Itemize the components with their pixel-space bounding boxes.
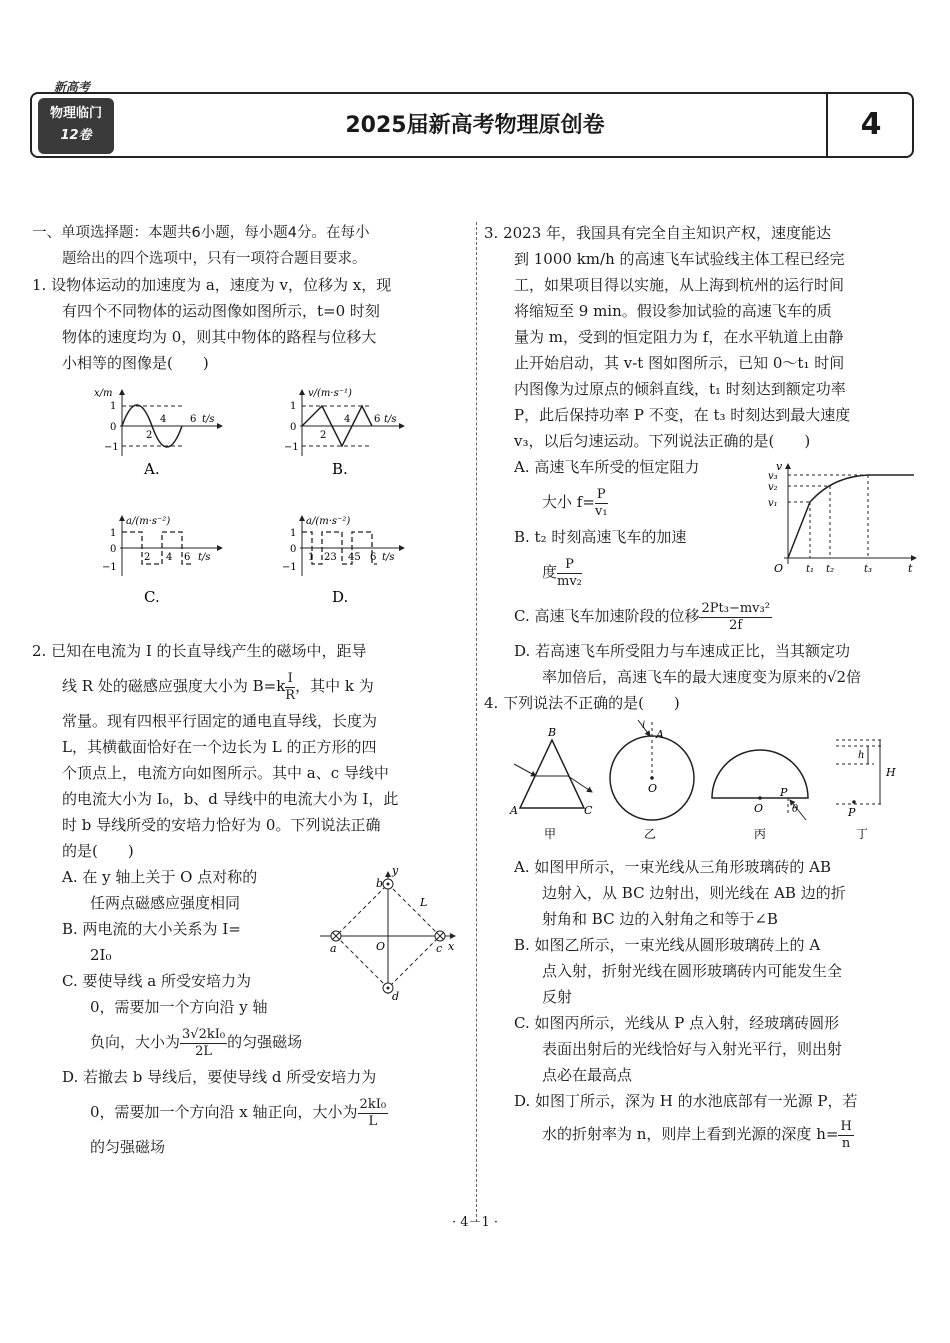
graph-c-tick-0: 0	[110, 544, 117, 555]
q4-option-c-3: 点必在最高点	[542, 1066, 633, 1084]
graph-b-xlabel: t/s	[384, 414, 397, 425]
graph-a-tick-1: 1	[110, 401, 117, 412]
graph-b-tick-neg1: −1	[284, 442, 299, 453]
q2-option-d-num: 2kI₀	[359, 1096, 387, 1112]
q4-ding-hh: H	[886, 766, 896, 779]
q3-option-a-frac	[595, 487, 608, 520]
q2-fig-b: b	[376, 877, 384, 890]
graph-a-ylabel: x/m	[94, 388, 113, 399]
q2-option-a-2: 任两点磁感应强度相同	[90, 894, 241, 912]
q3-option-a: A. 高速飞车所受的恒定阻力	[514, 458, 700, 476]
q2-option-c-den: 2L	[195, 1043, 212, 1059]
q3-option-b-prefix: 度	[542, 563, 558, 581]
q3-options-area	[484, 454, 916, 690]
q3-option-a-den: v₁	[594, 503, 608, 519]
graph-d-tick-6: 6	[370, 552, 377, 563]
q4-option-a-2: 边射入，从 BC 边射出，则光线在 AB 边的折	[542, 884, 846, 902]
q2-stem-8: 的是( )	[62, 842, 134, 860]
graph-a-tick-neg1: −1	[104, 442, 119, 453]
q3-stem-8: P，此后保持功率 P 不变，在 t₃ 时刻达到最大速度	[514, 406, 851, 424]
q4-jia-b: B	[548, 726, 557, 739]
q4-option-d: D. 如图丁所示，深为 H 的水池底部有一光源 P，若	[514, 1092, 858, 1110]
q3-stem-7: 内图像为过原点的倾斜直线，t₁ 时刻达到额定功率	[514, 380, 846, 398]
q3-option-c-num: 2Pt₃−mv₃²	[701, 600, 770, 616]
q4-option-b-3: 反射	[542, 988, 573, 1006]
graph-c	[102, 516, 222, 606]
section-heading-cont: 题给出的四个选项中，只有一项符合题目要求。	[62, 251, 367, 267]
q2-option-d-prefix: 0，需要加一个方向沿 x 轴正向，大小为	[90, 1103, 358, 1121]
graph-b-tick-6: 6	[374, 414, 381, 425]
q3-option-c-prefix: C. 高速飞车加速阶段的位移	[514, 607, 700, 625]
q4-yi-o: O	[648, 782, 658, 795]
q1-graphs	[32, 376, 472, 632]
q2-fig-y: y	[392, 864, 399, 877]
q3-option-c	[484, 594, 916, 638]
q2-options-area	[32, 864, 472, 1160]
graph-a-tick-6: 6	[190, 414, 197, 425]
q2-stem-7: 时 b 导线所受的安培力恰好为 0。下列说法正确	[62, 816, 381, 834]
q2-option-d-3: 的匀强磁场	[90, 1138, 166, 1156]
q4-figures	[484, 716, 916, 846]
q3-stem-4: 将缩短至 9 min。假设参加试验的高速飞车的质	[514, 302, 832, 320]
q2-figure	[310, 864, 460, 1004]
q4-fig-yi	[610, 720, 694, 841]
graph-a	[94, 388, 222, 478]
q3-option-c-frac	[699, 601, 771, 634]
q3-option-d: D. 若高速飞车所受阻力与车速成正比，当其额定功	[514, 642, 851, 660]
graph-d-tick-1b: 1	[308, 552, 315, 563]
q2-fig-a: a	[330, 942, 337, 955]
q2-stem-1: 2. 已知在电流为 I 的长直导线产生的磁场中，距导	[32, 642, 367, 660]
q2-option-b: B. 两电流的大小关系为 I=	[62, 920, 241, 938]
q2-option-c-3	[32, 1020, 472, 1064]
q2-fig-d: d	[392, 990, 400, 1003]
graph-a-tick-0: 0	[110, 422, 117, 433]
graph-c-tick-6: 6	[184, 552, 191, 563]
q3-fig-v2: v₂	[768, 482, 778, 493]
q1-stem: 1. 设物体运动的加速度为 a，速度为 v，位移为 x，现	[32, 276, 392, 294]
graph-d	[282, 516, 404, 606]
top-mark: 新高考	[54, 80, 91, 94]
q4-caption-yi: 乙	[644, 827, 657, 841]
q2-option-c-prefix: 负向，大小为	[90, 1033, 181, 1051]
q2-stem-5: 个顶点上，电流方向如图所示。其中 a、c 导线中	[62, 764, 389, 782]
q4-option-b-2: 点入射，折射光线在圆形玻璃砖内可能发生全	[542, 962, 843, 980]
q3-option-b: B. t₂ 时刻高速飞车的加速	[514, 528, 687, 546]
q3-stem-3: 工，如果项目得以实施，从上海到杭州的运行时间	[514, 276, 845, 294]
q4-bing-theta: θ	[792, 804, 799, 815]
q2-option-c: C. 要使导线 a 所受安培力为	[62, 972, 251, 990]
paper-number: 4	[826, 92, 914, 158]
q4-fig-bing	[712, 750, 808, 841]
q4-jia-a: A	[510, 804, 518, 817]
q2-formula-frac	[285, 671, 295, 704]
q2-formula-prefix: 线 R 处的磁感应强度大小为 B=k	[62, 677, 286, 695]
logo-line2: 12卷	[60, 128, 92, 143]
q3-stem-9: v₃，以后匀速运动。下列说法正确的是( )	[514, 432, 811, 450]
q3-fig-t3: t₃	[864, 564, 873, 575]
graph-c-tick-1: 1	[110, 528, 117, 539]
q4-bing-o: O	[754, 802, 764, 815]
q2-option-c-2: 0，需要加一个方向沿 y 轴	[90, 998, 268, 1016]
graph-d-xlabel: t/s	[382, 552, 395, 563]
graph-b-caption: B.	[332, 460, 348, 478]
q3-vt-graph	[768, 460, 918, 580]
q3-stem-6: 止开始启动，其 v-t 图如图所示，已知 0～t₁ 时间	[514, 354, 845, 372]
q2-option-c-frac	[180, 1027, 227, 1060]
graph-b-tick-0: 0	[290, 422, 297, 433]
q2-option-d-2	[32, 1090, 472, 1134]
q2-option-a: A. 在 y 轴上关于 O 点对称的	[62, 868, 258, 886]
q2-stem-3: 常量。现有四根平行固定的通电直导线，长度为	[62, 712, 378, 730]
graph-c-tick-2: 2	[144, 552, 151, 563]
graph-c-tick-4: 4	[166, 552, 173, 563]
q4-option-c: C. 如图丙所示，光线从 P 点入射，经玻璃砖圆形	[514, 1014, 840, 1032]
q1-stem-3: 物体的速度均为 0，则其中物体的路程与位移大	[62, 328, 377, 346]
graph-a-tick-4: 4	[160, 414, 167, 425]
q2	[32, 638, 472, 1160]
q2-formula-suffix: ，其中 k 为	[295, 677, 374, 695]
q4-ding-h: h	[858, 750, 865, 761]
q1-stem-4: 小相等的图像是( )	[62, 354, 209, 372]
q2-fig-l: L	[420, 896, 428, 909]
q3-fig-t: t	[908, 562, 913, 575]
graph-d-caption: D.	[332, 588, 349, 606]
graph-d-ylabel: a/(m·s⁻²)	[306, 516, 351, 527]
q3-option-a-num: P	[596, 486, 606, 502]
q3-fig-v1: v₁	[768, 498, 778, 509]
q4-option-d-den: n	[841, 1135, 851, 1151]
q2-frac-den: R	[285, 687, 296, 703]
q2-option-c-suffix: 的匀强磁场	[227, 1033, 303, 1051]
q1-stem-2: 有四个不同物体的运动图像如图所示，t=0 时刻	[62, 302, 380, 320]
graph-a-tick-2: 2	[146, 430, 153, 441]
q4-caption-jia: 甲	[544, 827, 557, 841]
q4-yi-a: A	[656, 728, 664, 741]
q4-option-a-3: 射角和 BC 边的入射角之和等于∠B	[542, 910, 778, 928]
q3-option-b-num: P	[557, 557, 582, 574]
q4-fig-jia	[509, 726, 593, 841]
graph-b	[284, 388, 404, 478]
q4-bing-p: P	[780, 786, 788, 799]
q4-option-c-2: 表面出射后的光线恰好与入射光平行，则出射	[542, 1040, 843, 1058]
q2-stem-2	[32, 664, 472, 708]
graph-d-tick-45: 45	[348, 552, 361, 563]
q2-frac-num: I	[285, 671, 295, 688]
q2-option-d: D. 若撤去 b 导线后，要使导线 d 所受安培力为	[62, 1068, 377, 1086]
q4-option-d-2	[484, 1114, 916, 1154]
q3-fig-o: O	[774, 562, 784, 575]
q3-option-b-frac	[557, 557, 582, 590]
q2-option-b-2: 2I₀	[90, 946, 112, 964]
q2-option-d-frac	[358, 1097, 389, 1130]
q3-option-b-den: mv₂	[557, 573, 582, 589]
right-column	[484, 220, 916, 1154]
q4-stem: 4. 下列说法不正确的是( )	[484, 694, 680, 712]
q4-yi-i: i	[642, 720, 646, 731]
q2-option-d-den: L	[368, 1113, 378, 1129]
graph-d-tick-0: 0	[290, 544, 297, 555]
q3-option-a-prefix: 大小 f=	[542, 493, 595, 511]
q4-option-d-prefix: 水的折射率为 n，则岸上看到光源的深度 h=	[542, 1125, 839, 1143]
q2-fig-x: x	[448, 940, 455, 953]
q3-option-d-2: 率加倍后，高速飞车的最大速度变为原来的√2倍	[542, 668, 862, 686]
logo-line1: 物理临门	[49, 106, 102, 121]
q3-option-c-den: 2f	[729, 617, 743, 633]
q3-stem-2: 到 1000 km/h 的高速飞车试验线主体工程已经完	[514, 250, 845, 268]
q1-figures	[32, 376, 472, 632]
graph-c-tick-neg1: −1	[102, 562, 117, 573]
page-footer: · 4－1 ·	[451, 1215, 499, 1230]
q2-stem-4: L，其横截面恰好在一个边长为 L 的正方形的四	[62, 738, 377, 756]
q4-jia-c: C	[584, 804, 593, 817]
q3-fig-v: v	[776, 460, 783, 473]
graph-b-tick-4: 4	[344, 414, 351, 425]
q3-fig-t2: t₂	[826, 564, 835, 575]
q2-fig-c: c	[436, 942, 443, 955]
page-title: 2025届新高考物理原创卷	[345, 113, 605, 138]
q3-stem-1: 3. 2023 年，我国具有完全自主知识产权，速度能达	[484, 224, 832, 242]
left-column	[32, 220, 472, 1160]
graph-d-tick-neg1: −1	[282, 562, 297, 573]
graph-b-tick-2: 2	[320, 430, 327, 441]
q3-fig-t1: t₁	[806, 564, 815, 575]
q4-caption-ding: 丁	[856, 827, 869, 841]
q4-option-d-frac	[838, 1119, 853, 1152]
graph-b-tick-1: 1	[290, 401, 297, 412]
graph-a-caption: A.	[144, 460, 160, 478]
q3-stem-5: 量为 m，受到的恒定阻力为 f，在水平轨道上由静	[514, 328, 844, 346]
q4-ding-p: P	[848, 806, 856, 819]
graph-a-xlabel: t/s	[202, 414, 215, 425]
section-heading: 一、单项选择题：本题共6小题，每小题4分。在每小	[32, 225, 370, 241]
q4-caption-bing: 丙	[754, 827, 767, 841]
graph-c-caption: C.	[144, 588, 160, 606]
q2-option-c-num: 3√2kI₀	[182, 1026, 226, 1042]
q3-vt-curve	[788, 475, 914, 558]
graph-b-ylabel: v/(m·s⁻¹)	[308, 388, 352, 399]
q2-fig-o: O	[376, 940, 386, 953]
q4-option-d-num: H	[840, 1118, 852, 1134]
graph-d-tick-1: 1	[290, 528, 297, 539]
graph-c-ylabel: a/(m·s⁻²)	[126, 516, 171, 527]
q4-option-b: B. 如图乙所示，一束光线从圆形玻璃砖上的 A	[514, 936, 821, 954]
column-divider	[476, 222, 477, 1222]
q3-fig-v3: v₃	[768, 471, 778, 482]
q2-stem-6: 的电流大小为 I₀，b、d 导线中的电流大小为 I，此	[62, 790, 399, 808]
q4-fig-ding	[836, 740, 896, 841]
graph-c-xlabel: t/s	[198, 552, 211, 563]
logo	[38, 98, 114, 154]
graph-d-tick-23: 23	[324, 552, 337, 563]
q4-option-a: A. 如图甲所示，一束光线从三角形玻璃砖的 AB	[514, 858, 831, 876]
